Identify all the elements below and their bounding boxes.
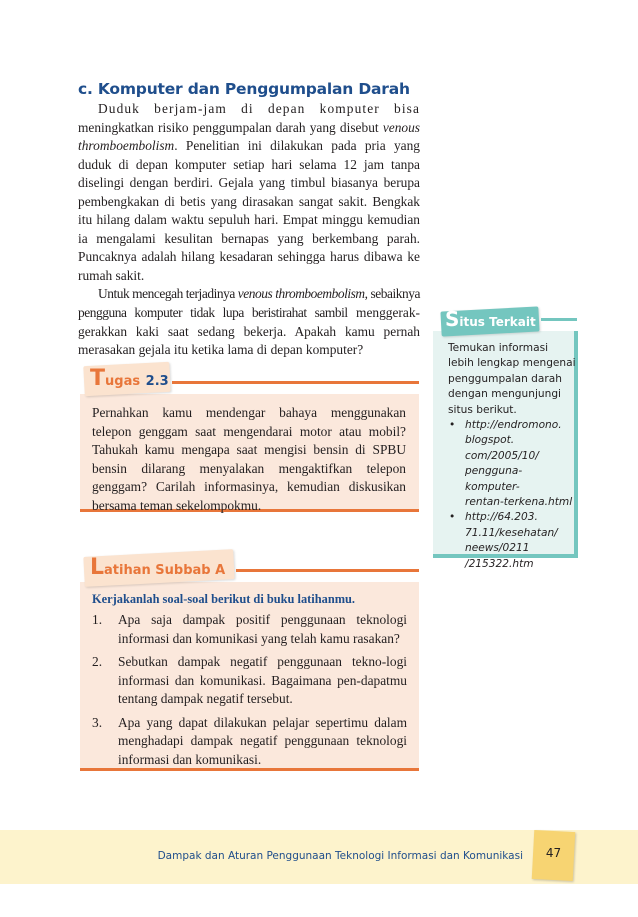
- situs-link[interactable]: [448, 510, 576, 572]
- situs-link-line: http://endromono.: [465, 419, 562, 432]
- question-number: 2.: [92, 654, 103, 669]
- bullet-icon: •: [449, 511, 456, 524]
- paragraph-1-text-b: . Penelitian ini dilakukan pada pria yang duduk di depan komputer setiap hari selama 12 jam tanpa diselingi dengan berdiri. Gejala yang timbul biasanya berupa pembengkakan di betis yang dirasakan sangat sakit. Bengkak itu hilang dalam waktu sepuluh hari. Empat minggu kemudian ia mengalami kesulitan bernapas yang berkembang parah. Puncaknya adalah hilang kesadaran sehingga harus dibawa ke rumah sakit.: [78, 138, 420, 283]
- paragraph-1: [78, 100, 420, 285]
- situs-link-line: blogspot.: [465, 434, 515, 447]
- tugas-number: 2.3: [145, 374, 169, 389]
- paragraph-2-rest: menggerak-gerakkan kaki saat sedang bekerja. Apakah kamu pernah merasakan gejala itu ketika lama di depan komputer?: [78, 305, 420, 358]
- page-number: 47: [545, 846, 562, 860]
- situs-content: [448, 341, 576, 572]
- situs-label: [445, 307, 536, 331]
- tugas-divider: [172, 381, 419, 384]
- tugas-label: [90, 366, 169, 391]
- question-text: Apa yang dapat dilakukan pelajar sepertimu dalam menghadapi dampak negatif penggunaan teknologi informasi dan komunikasi.: [118, 714, 407, 767]
- question-text: Apa saja dampak positif penggunaan teknologi informasi dan komunikasi yang telah kamu rasakan?: [118, 612, 407, 646]
- paragraph-1-text-a: meningkatkan risiko penggumpalan darah yang disebut: [78, 119, 383, 135]
- latihan-question-list: [92, 611, 407, 774]
- paragraph-2: [78, 285, 420, 359]
- situs-label-initial: S: [445, 307, 460, 331]
- situs-link-list: [448, 418, 576, 572]
- body-text: [78, 100, 420, 360]
- paragraph-1-term: venous thromboembolism: [78, 119, 420, 154]
- tugas-label-rest: ugas: [105, 374, 141, 389]
- tugas-label-initial: T: [90, 366, 106, 391]
- situs-label-rest: itus Terkait: [459, 315, 536, 329]
- latihan-label-rest: atihan Subbab A: [104, 563, 226, 578]
- footer-title: Dampak dan Aturan Penggunaan Teknologi Informasi dan Komunikasi: [157, 850, 523, 862]
- situs-link[interactable]: [448, 418, 576, 510]
- situs-link-line: 71.11/kesehatan/: [465, 526, 558, 539]
- paragraph-2-lead: Untuk mencegah terjadinya: [98, 286, 238, 302]
- latihan-question: [92, 611, 407, 648]
- latihan-label-initial: L: [90, 555, 105, 580]
- paragraph-2-term: venous thromboembolism: [237, 286, 365, 302]
- situs-link-line: com/2005/10/: [465, 449, 539, 462]
- latihan-divider: [236, 569, 419, 572]
- latihan-label: [90, 555, 225, 580]
- latihan-question: [92, 714, 407, 770]
- latihan-instruction: Kerjakanlah soal-soal berikut di buku latihanmu.: [92, 592, 356, 606]
- situs-link-line: /215322.htm: [465, 557, 534, 570]
- situs-link-line: rentan-terkena.html: [465, 496, 573, 509]
- paragraph-1-line-1: Duduk berjam-jam di depan komputer bisa: [98, 101, 420, 116]
- situs-divider: [541, 318, 577, 321]
- situs-link-line: neews/0211: [465, 542, 530, 555]
- situs-intro: Temukan informasi lebih lengkap mengenai penggumpalan darah dengan mengunjungi situs berikut.: [448, 342, 576, 416]
- section-heading: c. Komputer dan Penggumpalan Darah: [78, 80, 410, 98]
- situs-link-line: pengguna-komputer-: [465, 465, 523, 493]
- question-number: 1.: [92, 612, 103, 627]
- bullet-icon: •: [449, 419, 456, 432]
- situs-link-line: http://64.203.: [465, 511, 538, 524]
- question-text: Sebutkan dampak negatif penggunaan tekno-logi informasi dan komunikasi. Bagaimana pen-dapatmu tentang dampak negatif tersebut.: [118, 654, 407, 706]
- latihan-question: [92, 653, 407, 709]
- tugas-text: Pernahkan kamu mendengar bahaya menggunakan telepon genggam saat mengendarai motor atau mobil? Tahukah kamu mengapa saat mengisi bensin di SPBU bensin dilarang menyalakan mengaktifkan telepon genggam? Carilah informasinya, kemudian diskusikan bersama teman sekelompokmu.: [92, 405, 406, 513]
- paragraph-2-line-2: , sebaiknya pengguna komputer tidak lupa beristirahat sambil: [78, 286, 420, 321]
- question-number: 3.: [92, 714, 103, 730]
